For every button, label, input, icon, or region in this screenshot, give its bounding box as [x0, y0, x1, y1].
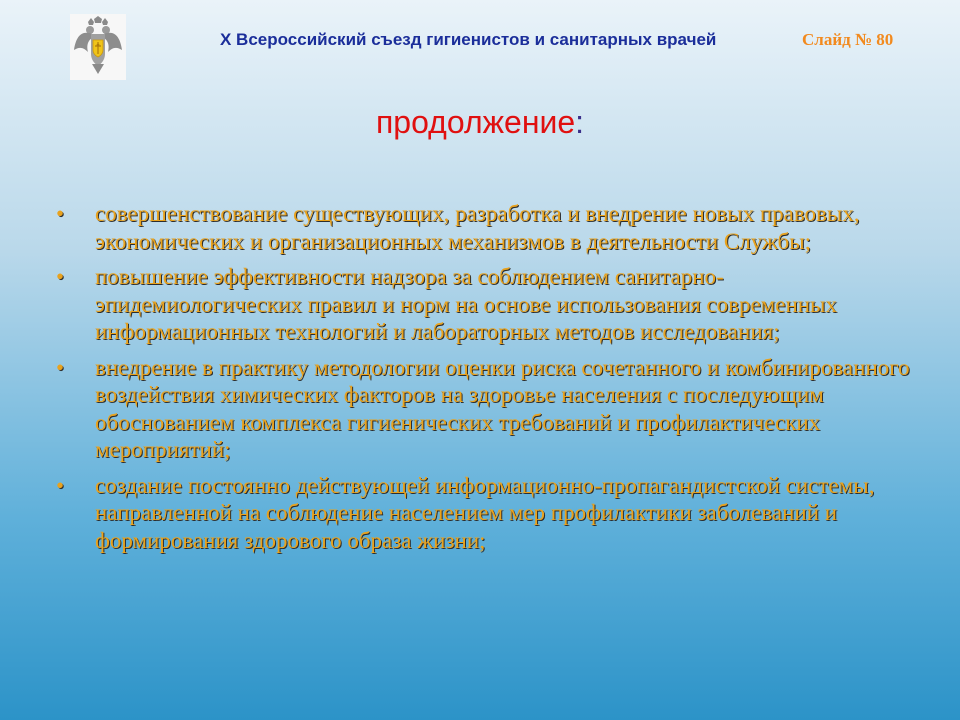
bullet-list	[52, 200, 922, 562]
bullet-item-2	[52, 263, 922, 346]
bullet-text: внедрение в практику методологии оценки риска сочетанного и комбинированного воздействия химических факторов на здоровье населения с последующим обоснованием комплекса гигиенических требований и профилактических мероприятий;	[95, 354, 910, 462]
bullet-text: повышение эффективности надзора за соблюдением санитарно-эпидемиологических правил и норм на основе использования современных информационных технологий и лабораторных методов исследования;	[95, 264, 838, 344]
page-title-colon: :	[575, 104, 585, 140]
bullet-item-1	[52, 200, 922, 255]
bullet-item-4	[52, 472, 922, 555]
bullet-icon: •	[56, 264, 65, 289]
page-title-text: продолжение	[375, 104, 576, 140]
emblem-logo-icon	[70, 14, 126, 80]
bullet-text: совершенствование существующих, разработка и внедрение новых правовых, экономических и организационных механизмов в деятельности Службы;	[95, 201, 860, 254]
page-title	[0, 104, 960, 141]
bullet-text: создание постоянно действующей информационно-пропагандистской системы, направленной на соблюдение населением мер профилактики заболеваний и формирования здорового образа жизни;	[95, 472, 875, 553]
conference-title: Х Всероссийский съезд гигиенистов и санитарных врачей	[220, 30, 717, 49]
bullet-icon: •	[56, 201, 65, 226]
bullet-icon: •	[56, 354, 65, 380]
bullet-item-3	[52, 354, 922, 464]
bullet-icon: •	[56, 472, 65, 498]
slide-number: Слайд № 80	[802, 30, 894, 49]
